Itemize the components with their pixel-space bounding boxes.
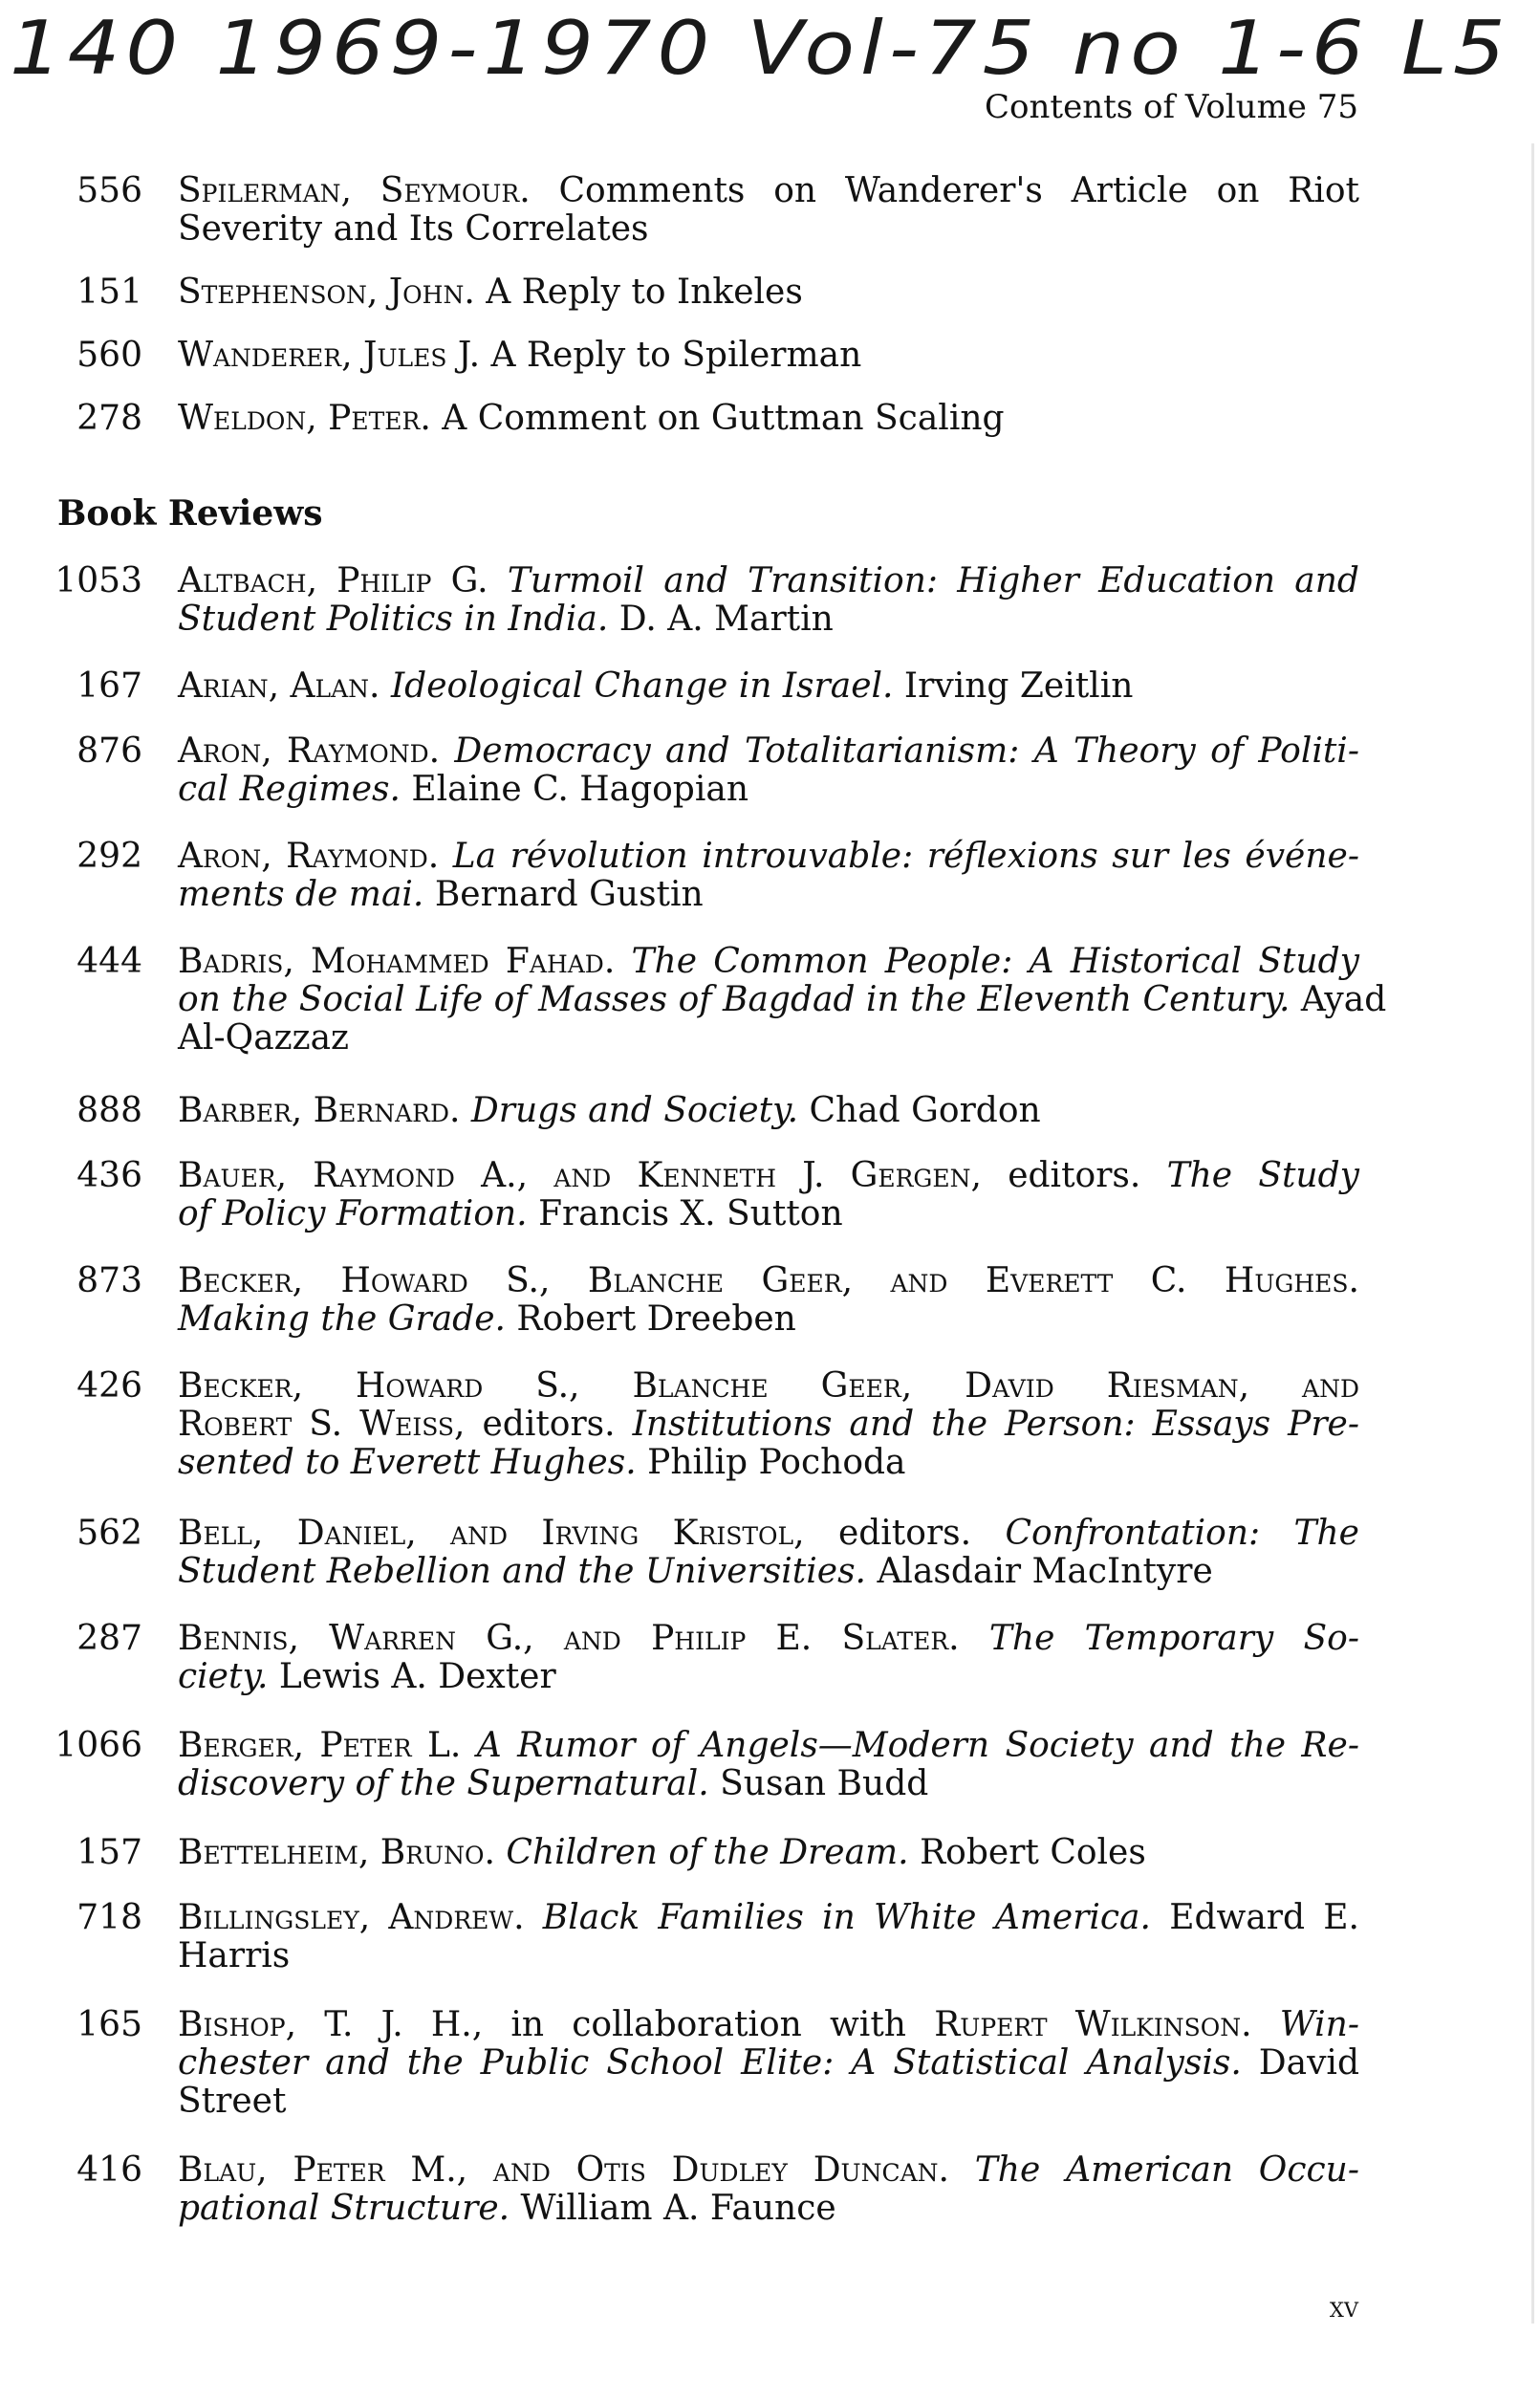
entry-text — [178, 337, 1359, 375]
review-entry — [0, 1261, 1540, 1339]
contents-entry — [0, 400, 1540, 438]
entry-page-number: 873 — [76, 1261, 142, 1300]
entry-page-number: 165 — [76, 2005, 142, 2044]
contents-entry — [0, 273, 1540, 312]
entry-reviewer: Lewis A. Dexter — [278, 1657, 556, 1696]
entry-text — [178, 2006, 1359, 2121]
entry-title: Comments on Wanderer's Article on Riot — [558, 171, 1359, 210]
review-entry — [0, 667, 1540, 706]
entry-title: on the Social Life of Masses of Bagdad in the Eleventh Century. — [178, 980, 1291, 1019]
entry-author: Wanderer, Jules J. — [178, 336, 481, 375]
entry-author: Rupert Wilkinson. — [934, 2005, 1252, 2044]
entry-title: The Study — [1166, 1156, 1359, 1195]
review-entry — [0, 1898, 1540, 1975]
entry-text — [178, 942, 1387, 1058]
entry-text — [178, 1620, 1359, 1696]
entry-title: Win- — [1279, 2005, 1359, 2044]
entry-page-number: 292 — [76, 837, 142, 876]
entry-author: Berger, Peter L. — [178, 1726, 462, 1765]
handwritten-annotation: 140 1969-1970 Vol-75 no 1-6 L5 — [10, 5, 1511, 92]
entry-page-number: 560 — [76, 336, 142, 375]
entry-page-number: 151 — [76, 273, 142, 312]
review-entry — [0, 2150, 1540, 2228]
entry-reviewer: Ayad — [1300, 980, 1387, 1019]
entry-reviewer: Edward E. — [1169, 1898, 1359, 1937]
entry-reviewer: Irving Zeitlin — [903, 666, 1134, 706]
entry-title: chester and the Public School Elite: A Statistical Analysis. — [178, 2043, 1242, 2083]
entry-page-number: 167 — [76, 666, 142, 706]
entry-title: Student Rebellion and the Universities. — [178, 1552, 866, 1591]
entry-reviewer: William A. Faunce — [520, 2189, 836, 2228]
entry-author: Bennis, Warren G., and Philip E. Slater. — [178, 1619, 960, 1658]
review-entry — [0, 561, 1540, 639]
entry-page-number: 157 — [76, 1833, 142, 1872]
entry-title: La révolution introuvable: réflexions sur les événe- — [452, 837, 1359, 876]
review-entry — [0, 2005, 1540, 2121]
entry-title: ments de mai. — [178, 875, 424, 914]
section-heading: Book Reviews — [57, 493, 323, 534]
entry-editors: editors. — [1008, 1156, 1141, 1195]
entry-author: Altbach, Philip G. — [178, 561, 488, 600]
entry-editors: editors. — [482, 1405, 616, 1444]
entry-author: Becker, Howard S., Blanche Geer, and Everett C. Hughes. — [178, 1261, 1359, 1300]
entry-title: The Temporary So- — [988, 1619, 1360, 1658]
entry-page-number: 436 — [76, 1156, 142, 1195]
entry-author: Bauer, Raymond A., and Kenneth J. Gergen, — [178, 1156, 982, 1195]
entry-title: of Policy Formation. — [178, 1194, 528, 1233]
entry-text — [178, 667, 1359, 706]
entry-author: Bell, Daniel, and Irving Kristol, — [178, 1514, 805, 1553]
entry-title: The Common People: A Historical Study — [631, 942, 1359, 981]
entry-text — [178, 2151, 1359, 2228]
entry-page-number: 278 — [76, 399, 142, 438]
entry-title: Severity and Its Correlates — [178, 209, 649, 249]
entry-title: Institutions and the Person: Essays Pre- — [632, 1405, 1360, 1444]
entry-page-number: 1053 — [54, 561, 142, 600]
entry-title: A Comment on Guttman Scaling — [442, 399, 1005, 438]
entry-title: sented to Everett Hughes. — [178, 1443, 637, 1482]
page-folio: xv — [1329, 2291, 1358, 2324]
entry-reviewer: Chad Gordon — [809, 1091, 1041, 1130]
entry-page-number: 556 — [76, 171, 142, 210]
entry-reviewer: Street — [178, 2082, 287, 2121]
review-entry — [0, 731, 1540, 809]
entry-title: Black Families in White America. — [542, 1898, 1151, 1937]
entry-title: Drugs and Society. — [470, 1091, 799, 1130]
entry-author: Becker, Howard S., Blanche Geer, David Riesman, and — [178, 1366, 1359, 1406]
entry-author: Aron, Raymond. — [178, 837, 440, 876]
entry-text — [178, 1834, 1359, 1872]
review-entry — [0, 1726, 1540, 1803]
entry-title: Making the Grade. — [178, 1299, 506, 1339]
entry-author: Bettelheim, Bruno. — [178, 1833, 495, 1872]
review-entry — [0, 1156, 1540, 1233]
contents-entry — [0, 337, 1540, 375]
entry-reviewer: Al-Qazzaz — [178, 1018, 350, 1058]
entry-author: Robert S. Weiss, — [178, 1405, 466, 1444]
entry-page-number: 888 — [76, 1091, 142, 1130]
entry-title: Turmoil and Transition: Higher Education and — [507, 561, 1359, 600]
entry-page-number: 1066 — [54, 1726, 142, 1765]
entry-reviewer: David — [1258, 2043, 1359, 2083]
entry-page-number: 562 — [76, 1514, 142, 1553]
entry-text — [178, 172, 1359, 249]
entry-title: Children of the Dream. — [506, 1833, 909, 1872]
entry-text — [178, 838, 1359, 914]
entry-title: cal Regimes. — [178, 770, 401, 809]
entry-title: discovery of the Supernatural. — [178, 1764, 709, 1803]
entry-title: Student Politics in India. — [178, 600, 609, 639]
entry-author: Blau, Peter M., and Otis Dudley Duncan. — [178, 2150, 950, 2190]
entry-reviewer: Bernard Gustin — [434, 875, 704, 914]
entry-page-number: 426 — [76, 1366, 142, 1406]
entry-author: Aron, Raymond. — [178, 731, 441, 771]
entry-text — [178, 562, 1359, 639]
entry-author: Stephenson, John. — [178, 273, 475, 312]
entry-author: Barber, Bernard. — [178, 1091, 461, 1130]
entry-text — [178, 1157, 1359, 1233]
entry-reviewer: Alasdair MacIntyre — [877, 1552, 1213, 1591]
entry-editors: editors. — [837, 1514, 972, 1553]
page-edge-shadow — [1531, 143, 1534, 2324]
entry-text — [178, 1367, 1359, 1482]
entry-title: ciety. — [178, 1657, 269, 1696]
entry-page-number: 718 — [76, 1898, 142, 1937]
entry-author: Weldon, Peter. — [178, 399, 431, 438]
entry-author: Billingsley, Andrew. — [178, 1898, 525, 1937]
entry-title: Confrontation: The — [1005, 1514, 1359, 1553]
entry-text — [178, 1262, 1359, 1339]
entry-page-number: 876 — [76, 731, 142, 771]
review-entry — [0, 1834, 1540, 1872]
entry-text — [178, 732, 1359, 809]
entry-text — [178, 400, 1359, 438]
entry-author: Badris, Mohammed Fahad. — [178, 942, 616, 981]
running-head: Contents of Volume 75 — [985, 88, 1358, 126]
entry-title: A Reply to Inkeles — [486, 273, 803, 312]
entry-text — [178, 273, 1359, 312]
entry-title: Ideological Change in Israel. — [390, 666, 894, 706]
entry-title: The American Occu- — [974, 2150, 1359, 2190]
entry-page-number: 287 — [76, 1619, 142, 1658]
review-entry — [0, 837, 1540, 914]
entry-title: Democracy and Totalitarianism: A Theory of Politi- — [454, 731, 1359, 771]
entry-reviewer: Harris — [178, 1936, 291, 1975]
review-entry — [0, 1619, 1540, 1696]
review-entry — [0, 1366, 1540, 1482]
entry-text — [178, 1515, 1359, 1591]
entry-text — [178, 1899, 1359, 1975]
review-entry — [0, 1092, 1540, 1130]
entry-reviewer: Robert Coles — [920, 1833, 1146, 1872]
entry-page-number: 416 — [76, 2150, 142, 2190]
entry-text — [178, 1092, 1359, 1130]
review-entry — [0, 942, 1540, 1058]
entry-author: Bishop, T. J. H., — [178, 2005, 484, 2044]
entry-title: pational Structure. — [178, 2189, 510, 2228]
entry-author: Spilerman, Seymour. — [178, 171, 531, 210]
entry-page-number: 444 — [76, 942, 142, 981]
contents-entry — [0, 171, 1540, 249]
entry-reviewer: Susan Budd — [720, 1764, 929, 1803]
entry-reviewer: Philip Pochoda — [647, 1443, 906, 1482]
entry-title: A Reply to Spilerman — [490, 336, 862, 375]
entry-title: A Rumor of Angels—Modern Society and the Re- — [476, 1726, 1359, 1765]
entry-reviewer: D. A. Martin — [618, 600, 834, 639]
entry-author: Arian, Alan. — [178, 666, 380, 706]
entry-reviewer: Robert Dreeben — [516, 1299, 796, 1339]
entry-reviewer: Elaine C. Hagopian — [411, 770, 749, 809]
entry-note: in collaboration with — [510, 2005, 906, 2044]
entry-reviewer: Francis X. Sutton — [538, 1194, 843, 1233]
review-entry — [0, 1514, 1540, 1591]
entry-text — [178, 1727, 1359, 1803]
